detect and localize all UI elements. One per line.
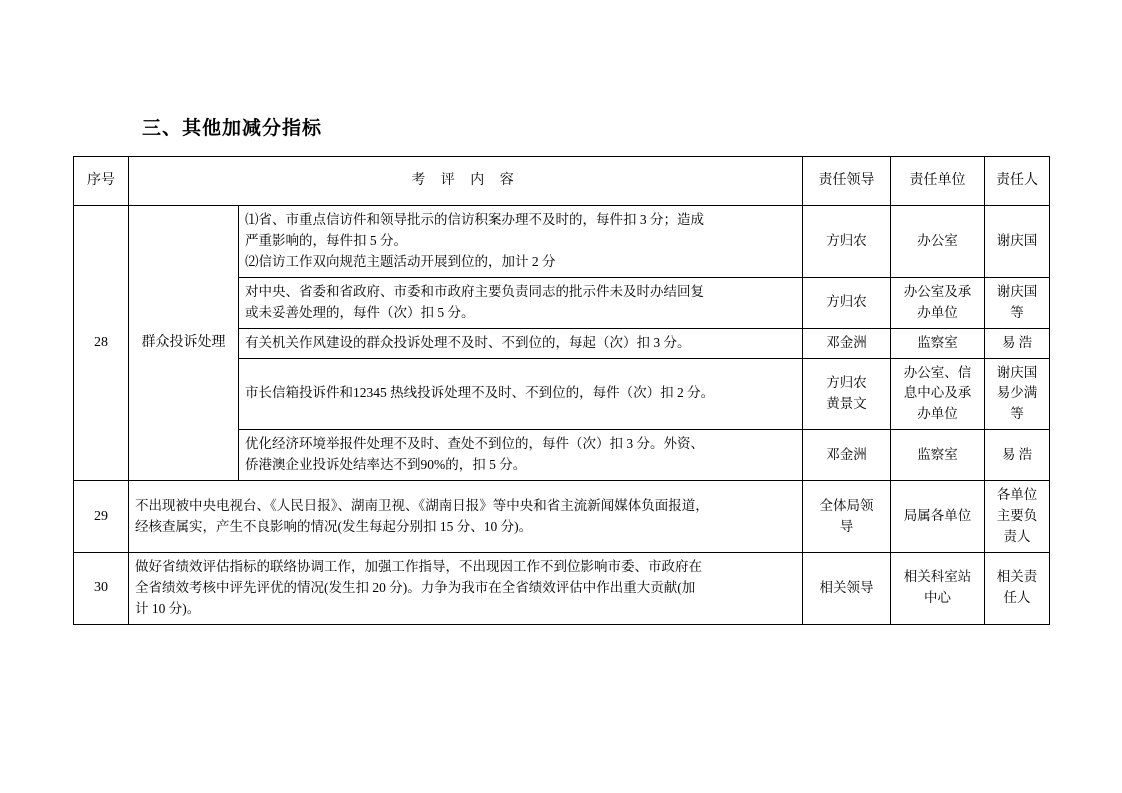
- person-line: 谢庆国: [996, 364, 1038, 380]
- cell-content: [239, 206, 803, 278]
- cell-content: [129, 481, 803, 553]
- table-row: [74, 206, 1050, 278]
- person-line: 易 浩: [1001, 334, 1033, 350]
- cell-leader: [803, 481, 891, 553]
- table-row: [74, 481, 1050, 553]
- cell-content: [239, 358, 803, 430]
- content-line: 做好省绩效评估指标的联络协调工作，加强工作指导，不出现因工作不到位影响市委、市政府在: [135, 558, 702, 574]
- cell-unit: [891, 277, 985, 328]
- cell-leader: [803, 430, 891, 481]
- cell-seq: 29: [74, 481, 129, 553]
- header-unit: 责任单位: [891, 157, 985, 206]
- cell-leader: [803, 206, 891, 278]
- unit-line: 办单位: [917, 304, 958, 320]
- table-header-row: [74, 157, 1050, 206]
- cell-group: 群众投诉处理: [129, 206, 239, 481]
- header-person: 责任人: [985, 157, 1050, 206]
- content-line: 优化经济环境举报件处理不及时、查处不到位的，每件（次）扣 3 分。外资、: [245, 436, 704, 452]
- content-line: 市长信箱投诉件和12345 热线投诉处理不及时、不到位的，每件（次）扣 2 分。: [245, 385, 715, 401]
- cell-unit: [891, 430, 985, 481]
- person-line: 相关责: [996, 569, 1038, 585]
- person-line: 谢庆国: [996, 283, 1038, 299]
- person-line: 易 浩: [1001, 446, 1033, 462]
- leader-line: 方归农: [826, 232, 867, 248]
- cell-unit: [891, 328, 985, 358]
- cell-person: [985, 206, 1050, 278]
- cell-seq: 30: [74, 552, 129, 624]
- content-line: 不出现被中央电视台、《人民日报》、湖南卫视、《湖南日报》等中央和省主流新闻媒体负面报道，: [135, 497, 709, 513]
- leader-line: 邓金洲: [826, 334, 867, 350]
- unit-line: 监察室: [917, 446, 958, 462]
- unit-line: 局属各单位: [903, 508, 972, 524]
- unit-line: 监察室: [917, 334, 958, 350]
- content-line: 经核查属实，产生不良影响的情况(发生每起分别扣 15 分、10 分)。: [135, 518, 533, 534]
- content-line: 侨港澳企业投诉处结率达不到90%的，扣 5 分。: [245, 457, 527, 473]
- cell-person: [985, 277, 1050, 328]
- cell-person: [985, 481, 1050, 553]
- cell-leader: [803, 277, 891, 328]
- leader-line: 导: [839, 518, 854, 534]
- cell-content: [129, 552, 803, 624]
- person-line: 谢庆国: [996, 232, 1038, 248]
- cell-leader: [803, 358, 891, 430]
- content-line: ⑵信访工作双向规范主题活动开展到位的，加计 2 分: [245, 253, 556, 269]
- content-line: 对中央、省委和省政府、市委和市政府主要负责同志的批示件未及时办结回复: [245, 283, 704, 299]
- header-content: 考 评 内 容: [129, 157, 803, 206]
- cell-person: [985, 430, 1050, 481]
- content-line: 计 10 分)。: [135, 600, 201, 616]
- leader-line: 全体局领: [819, 497, 874, 513]
- leader-line: 方归农: [826, 374, 867, 390]
- cell-unit: [891, 552, 985, 624]
- unit-line: 办公室及承: [903, 283, 972, 299]
- table-row: [74, 552, 1050, 624]
- cell-unit: [891, 481, 985, 553]
- leader-line: 相关领导: [819, 579, 874, 595]
- cell-seq: 28: [74, 206, 129, 481]
- person-line: 各单位: [996, 487, 1038, 503]
- unit-line: 相关科室站: [903, 569, 972, 585]
- content-line: ⑴省、市重点信访件和领导批示的信访积案办理不及时的，每件扣 3 分；造成: [245, 212, 704, 227]
- header-leader: 责任领导: [803, 157, 891, 206]
- cell-leader: [803, 552, 891, 624]
- content-line: 或未妥善处理的，每件（次）扣 5 分。: [245, 304, 475, 320]
- cell-person: [985, 328, 1050, 358]
- cell-person: [985, 358, 1050, 430]
- person-line: 主要负: [996, 508, 1038, 524]
- content-line: 有关机关作风建设的群众投诉处理不及时、不到位的，每起（次）扣 3 分。: [245, 334, 691, 350]
- person-line: 易少满: [996, 385, 1038, 401]
- unit-line: 办公室: [917, 232, 958, 248]
- person-line: 等: [1010, 304, 1024, 320]
- unit-line: 办单位: [917, 406, 958, 422]
- content-line: 全省绩效考核中评先评优的情况(发生扣 20 分)。力争为我市在全省绩效评估中作出重大贡献(加: [135, 579, 696, 595]
- header-seq: 序号: [74, 157, 129, 206]
- content-line: 严重影响的，每件扣 5 分。: [245, 232, 407, 248]
- assessment-table: [73, 156, 1050, 625]
- cell-content: [239, 430, 803, 481]
- section-title: 三、其他加减分指标: [142, 118, 323, 139]
- cell-unit: [891, 358, 985, 430]
- person-line: 等: [1010, 406, 1024, 422]
- leader-line: 邓金洲: [826, 446, 867, 462]
- leader-line: 黄景文: [826, 395, 867, 411]
- cell-person: [985, 552, 1050, 624]
- cell-unit: [891, 206, 985, 278]
- unit-line: 中心: [924, 590, 951, 606]
- leader-line: 方归农: [826, 294, 867, 310]
- cell-content: [239, 277, 803, 328]
- unit-line: 办公室、信: [903, 364, 972, 380]
- unit-line: 息中心及承: [903, 385, 972, 401]
- cell-leader: [803, 328, 891, 358]
- person-line: 任人: [1003, 590, 1031, 606]
- person-line: 责人: [1003, 528, 1031, 544]
- cell-content: [239, 328, 803, 358]
